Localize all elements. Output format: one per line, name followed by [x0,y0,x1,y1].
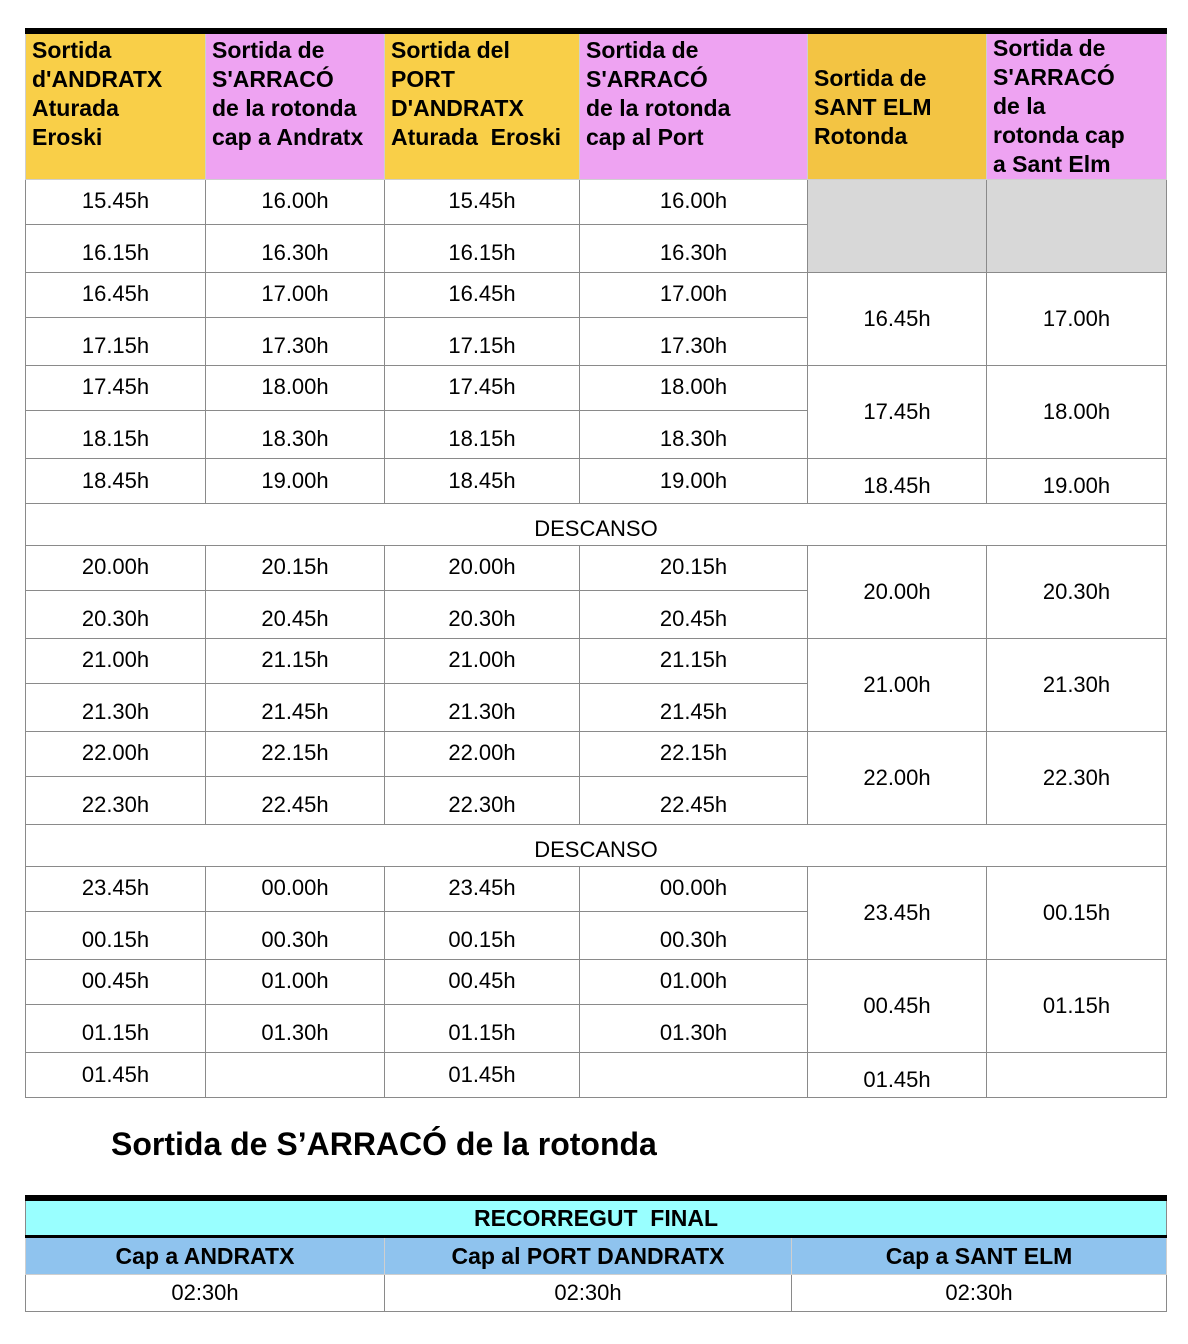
time-cell: 17.45h [26,366,206,411]
timetable [25,28,1167,1098]
header-line: Sortida [32,37,112,63]
time-cell: 22.45h [580,777,808,825]
time-cell: 21.00h [26,639,206,684]
header-line: Sortida de [993,35,1106,61]
time-cell: 17.30h [206,318,385,366]
header-line: Sortida de [814,65,927,91]
time-cell: 18.45h [385,459,580,504]
time-cell: 21.45h [580,684,808,732]
time-cell: 21.00h [385,639,580,684]
sant-elm-time-cell: 20.30h [987,546,1167,639]
timetable-header-row [26,31,1167,180]
time-cell: 16.00h [206,180,385,225]
time-cell: 00.30h [580,912,808,960]
sant-elm-time-cell: 21.00h [808,639,987,732]
time-cell: 15.45h [385,180,580,225]
header-line: D'ANDRATX [391,95,524,121]
time-cell: 01.45h [385,1053,580,1098]
header-port-andratx-departure [385,31,580,180]
time-cell: 21.15h [580,639,808,684]
header-line: Eroski [32,124,103,150]
table-row [26,960,1167,1005]
table-row [26,546,1167,591]
header-line: S'ARRACÓ [586,66,708,92]
final-header-port: Cap al PORT DANDRATX [385,1237,792,1275]
time-cell: 01.00h [580,960,808,1005]
time-cell: 17.15h [385,318,580,366]
final-time-andratx: 02:30h [26,1275,385,1312]
time-cell: 17.00h [580,273,808,318]
time-cell [580,1053,808,1098]
table-row [26,180,1167,225]
time-cell: 16.15h [26,225,206,273]
header-line: de la [993,93,1046,119]
time-cell: 21.15h [206,639,385,684]
final-time-sant-elm: 02:30h [792,1275,1167,1312]
time-cell: 20.15h [206,546,385,591]
sant-elm-time-cell: 00.15h [987,867,1167,960]
time-cell: 01.30h [206,1005,385,1053]
time-cell: 16.30h [206,225,385,273]
table-row [26,459,1167,504]
sant-elm-time-cell: 17.45h [808,366,987,459]
time-cell: 22.00h [26,732,206,777]
time-cell: 16.15h [385,225,580,273]
section-title: Sortida de S’ARRACÓ de la rotonda [111,1126,657,1162]
time-cell: 22.30h [385,777,580,825]
sant-elm-time-cell: 21.30h [987,639,1167,732]
time-cell: 20.30h [26,591,206,639]
time-cell: 20.45h [580,591,808,639]
sant-elm-time-cell [987,1053,1167,1098]
break-row [26,504,1167,546]
time-cell: 00.45h [385,960,580,1005]
break-label: DESCANSO [26,825,1167,867]
final-header-andratx: Cap a ANDRATX [26,1237,385,1275]
header-line: Sortida de [212,37,325,63]
time-cell: 01.45h [26,1053,206,1098]
time-cell: 18.00h [580,366,808,411]
time-cell: 16.45h [385,273,580,318]
time-cell: 18.30h [206,411,385,459]
time-cell: 22.30h [26,777,206,825]
header-andratx-departure [26,31,206,180]
header-line: PORT [391,66,455,92]
sant-elm-time-cell: 16.45h [808,273,987,366]
time-cell: 18.30h [580,411,808,459]
time-cell: 01.15h [385,1005,580,1053]
sant-elm-time-cell: 23.45h [808,867,987,960]
time-cell: 00.00h [580,867,808,912]
sant-elm-time-cell: 17.00h [987,273,1167,366]
sant-elm-time-cell: 18.00h [987,366,1167,459]
time-cell: 18.45h [26,459,206,504]
empty-cell [808,180,987,273]
time-cell: 17.30h [580,318,808,366]
sant-elm-time-cell: 00.45h [808,960,987,1053]
time-cell: 17.15h [26,318,206,366]
header-line: cap a Andratx [212,124,364,150]
header-line: Aturada [32,95,119,121]
header-line: SANT ELM [814,94,932,120]
time-cell: 21.30h [26,684,206,732]
time-cell: 18.15h [26,411,206,459]
time-cell: 21.30h [385,684,580,732]
time-cell: 20.15h [580,546,808,591]
time-cell: 00.00h [206,867,385,912]
time-cell: 17.00h [206,273,385,318]
time-cell: 22.00h [385,732,580,777]
header-line: Sortida del [391,37,510,63]
time-cell: 20.30h [385,591,580,639]
header-sant-elm-departure [808,31,987,180]
time-cell: 21.45h [206,684,385,732]
time-cell: 19.00h [580,459,808,504]
table-row [26,867,1167,912]
sant-elm-time-cell: 01.15h [987,960,1167,1053]
time-cell: 00.45h [26,960,206,1005]
final-header-sant-elm: Cap a SANT ELM [792,1237,1167,1275]
header-sarraco-to-sant-elm [987,31,1167,180]
time-cell: 16.30h [580,225,808,273]
header-line: a Sant Elm [993,151,1111,177]
header-line: rotonda cap [993,122,1125,148]
time-cell: 19.00h [206,459,385,504]
header-sarraco-to-andratx [206,31,385,180]
time-cell: 20.00h [385,546,580,591]
time-cell: 20.00h [26,546,206,591]
header-line: Aturada Eroski [391,124,561,150]
time-cell: 01.30h [580,1005,808,1053]
time-cell: 18.15h [385,411,580,459]
time-cell: 01.15h [26,1005,206,1053]
time-cell: 00.15h [26,912,206,960]
time-cell: 22.45h [206,777,385,825]
break-label: DESCANSO [26,504,1167,546]
time-cell: 18.00h [206,366,385,411]
final-time-port: 02:30h [385,1275,792,1312]
time-cell [206,1053,385,1098]
sant-elm-time-cell: 20.00h [808,546,987,639]
final-route-header-row [26,1237,1167,1275]
time-cell: 20.45h [206,591,385,639]
time-cell: 17.45h [385,366,580,411]
header-line: de la rotonda [212,95,357,121]
header-sarraco-to-port [580,31,808,180]
time-cell: 01.00h [206,960,385,1005]
header-line: cap al Port [586,124,704,150]
time-cell: 23.45h [385,867,580,912]
sant-elm-time-cell: 19.00h [987,459,1167,504]
header-line: S'ARRACÓ [993,64,1115,90]
sant-elm-time-cell: 18.45h [808,459,987,504]
empty-cell [987,180,1167,273]
time-cell: 00.15h [385,912,580,960]
time-cell: 16.45h [26,273,206,318]
sant-elm-time-cell: 22.00h [808,732,987,825]
time-cell: 22.15h [206,732,385,777]
time-cell: 15.45h [26,180,206,225]
table-row [26,273,1167,318]
header-line: Sortida de [586,37,699,63]
header-line: Rotonda [814,123,908,149]
table-row [26,1053,1167,1098]
sant-elm-time-cell: 22.30h [987,732,1167,825]
final-route-caption-row [26,1198,1167,1237]
time-cell: 16.00h [580,180,808,225]
final-route-times-row [26,1275,1167,1312]
table-row [26,639,1167,684]
table-row [26,732,1167,777]
final-route-table [25,1195,1167,1312]
table-row [26,366,1167,411]
time-cell: 22.15h [580,732,808,777]
final-route-caption: RECORREGUT FINAL [26,1198,1167,1237]
time-cell: 00.30h [206,912,385,960]
break-row [26,825,1167,867]
sant-elm-time-cell: 01.45h [808,1053,987,1098]
header-line: d'ANDRATX [32,66,163,92]
time-cell: 23.45h [26,867,206,912]
header-line: S'ARRACÓ [212,66,334,92]
header-line: de la rotonda [586,95,731,121]
